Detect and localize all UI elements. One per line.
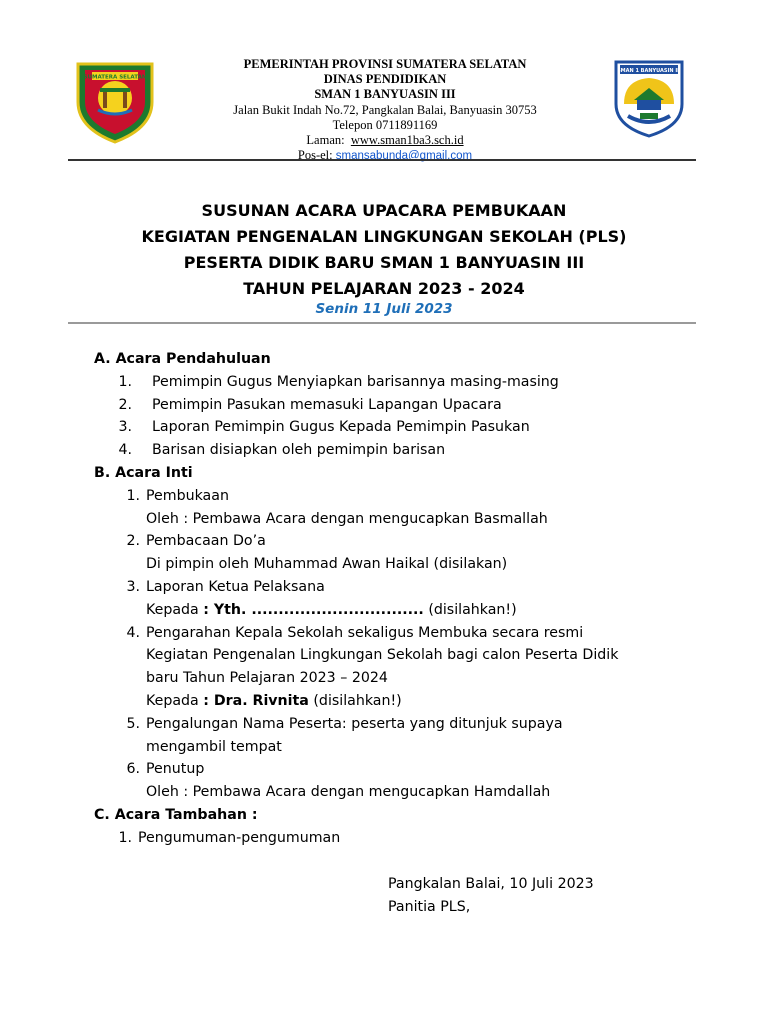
list-item: 5. Pengalungan Nama Peserta: peserta yang ditunjuk supaya — [126, 715, 563, 732]
list-item-detail: Oleh : Pembawa Acara dengan mengucapkan Hamdallah — [146, 784, 551, 801]
website-label: Laman: — [306, 133, 345, 148]
list-item-detail: Kepada : Dra. Rivnita (disilahkan!) — [146, 692, 402, 709]
section-c-heading: C. Acara Tambahan : — [94, 806, 258, 823]
title-line-1: SUSUNAN ACARA UPACARA PEMBUKAAN — [201, 201, 567, 220]
header-email — [170, 148, 600, 164]
signature-block — [388, 873, 594, 919]
list-item-continuation: mengambil tempat — [146, 738, 282, 755]
header-address: Jalan Bukit Indah No.72, Pangkalan Balai, Banyuasin 30753 — [233, 102, 537, 117]
event-date: Senin 11 Juli 2023 — [315, 301, 453, 317]
letterhead-divider — [68, 159, 696, 161]
committee-label: Panitia PLS, — [388, 898, 471, 915]
header-website — [170, 133, 600, 148]
svg-text:SMAN 1 BANYUASIN III: SMAN 1 BANYUASIN III — [617, 67, 681, 74]
website-link[interactable]: www.sman1ba3.sch.id — [350, 133, 464, 148]
title-line-4: TAHUN PELAJARAN 2023 - 2024 — [243, 279, 525, 298]
header-department: DINAS PENDIDIKAN — [323, 72, 447, 87]
title-line-2: KEGIATAN PENGENALAN LINGKUNGAN SEKOLAH (PLS) — [141, 227, 627, 246]
document-title — [60, 198, 708, 302]
list-item-continuation: baru Tahun Pelajaran 2023 – 2024 — [146, 670, 388, 687]
header-government: PEMERINTAH PROVINSI SUMATERA SELATAN — [243, 57, 527, 71]
title-line-3: PESERTA DIDIK BARU SMAN 1 BANYUASIN III — [183, 253, 585, 272]
section-a-heading: A. Acara Pendahuluan — [94, 351, 271, 367]
email-label: Pos-el: — [297, 148, 333, 163]
title-divider — [68, 322, 696, 324]
province-emblem-logo — [70, 58, 160, 144]
header-phone: Telepon 0711891169 — [332, 117, 438, 132]
list-item: 4. Pengarahan Kepala Sekolah sekaligus Membuka secara resmi — [126, 624, 584, 641]
list-item: 6. Penutup — [126, 761, 205, 778]
place-date: Pangkalan Balai, 10 Juli 2023 — [388, 876, 594, 892]
list-item: 3. Laporan Ketua Pelaksana — [126, 578, 325, 595]
list-item-detail: Di pimpin oleh Muhammad Awan Haikal (disilakan) — [146, 556, 508, 573]
list-item: 1. Pengumuman-pengumuman — [118, 829, 341, 846]
list-item: 4. Barisan disiapkan oleh pemimpin barisan — [118, 442, 446, 459]
section-b-heading: B. Acara Inti — [94, 464, 193, 481]
header-school: SMAN 1 BANYUASIN III — [314, 87, 456, 102]
school-emblem-logo — [610, 58, 688, 138]
letterhead — [170, 57, 600, 164]
list-item: 2. Pemimpin Pasukan memasuki Lapangan Upacara — [118, 396, 502, 413]
list-item: 1. Pembukaan — [126, 487, 229, 504]
agenda-content — [94, 348, 714, 850]
list-item: 3. Laporan Pemimpin Gugus Kepada Pemimpin Pasukan — [118, 419, 530, 436]
list-item: 2. Pembacaan Do’a — [126, 533, 266, 550]
list-item-continuation: Kegiatan Pengenalan Lingkungan Sekolah bagi calon Peserta Didik — [146, 647, 619, 664]
email-link[interactable]: smansabunda@gmail.com — [335, 150, 473, 163]
svg-text:SUMATERA SELATAN: SUMATERA SELATAN — [83, 74, 147, 81]
list-item-detail: Oleh : Pembawa Acara dengan mengucapkan Basmallah — [146, 510, 548, 527]
list-item: 1. Pemimpin Gugus Menyiapkan barisannya masing-masing — [118, 373, 559, 390]
list-item-detail: Kepada : Yth. ................................ (disilahkan!) — [146, 601, 517, 618]
